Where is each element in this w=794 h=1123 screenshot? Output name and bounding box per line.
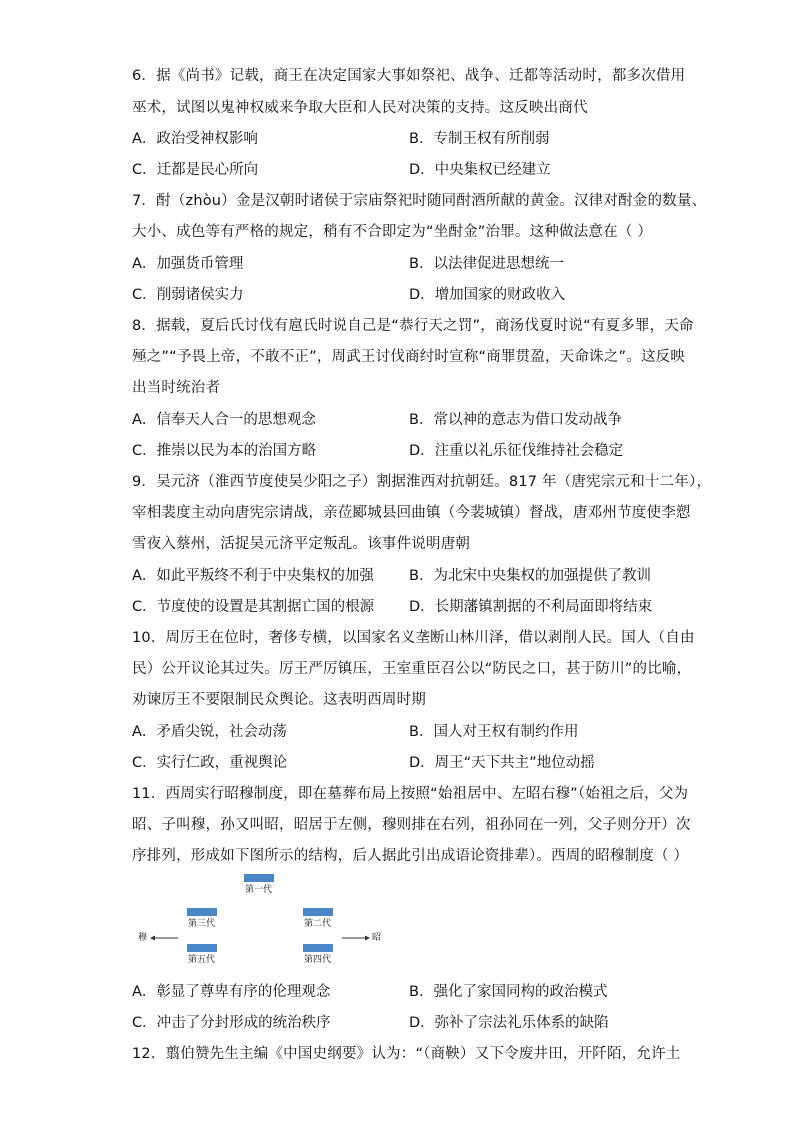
generation-2-label: 第二代 (304, 919, 332, 929)
q6-line-1: 6．据《尚书》记载，商王在决定国家大事如祭祀、战争、迁都等活动时，都多次借用 (132, 68, 686, 84)
generation-1-bar (244, 874, 274, 882)
q11-option-b: B．强化了家国同构的政治模式 (409, 984, 608, 1000)
q9-option-b: B．为北宋中央集权的加强提供了教训 (409, 568, 651, 584)
q11-line-1: 11．西周实行昭穆制度，即在墓葬布局上按照“始祖居中、左昭右穆”（始祖之后，父为 (132, 786, 689, 802)
zhaomu-diagram (130, 868, 410, 968)
generation-4-label: 第四代 (304, 955, 332, 965)
q8-option-b: B．常以神的意志为借口发动战争 (409, 412, 622, 428)
q7-option-b: B．以法律促进思想统一 (409, 256, 564, 272)
q6-option-a: A．政治受神权影响 (132, 131, 258, 147)
generation-5-bar (187, 944, 217, 952)
q10-option-d: D．周王“天下共主”地位动摇 (409, 755, 595, 771)
q8-option-c: C．推崇以民为本的治国方略 (132, 443, 317, 459)
q10-option-b: B．国人对王权有制约作用 (409, 724, 579, 740)
mu-label: 穆 (138, 933, 148, 943)
q11-option-c: C．冲击了分封形成的统治秩序 (132, 1015, 331, 1031)
q10-option-c: C．实行仁政，重视舆论 (132, 755, 288, 771)
q10-line-2: 民）公开议论其过失。厉王严厉镇压，王室重臣召公以“防民之口，甚于防川”的比喻， (132, 661, 692, 677)
q9-option-d: D．长期藩镇割据的不利局面即将结束 (409, 599, 653, 615)
q11-option-d: D．弥补了宗法礼乐体系的缺陷 (409, 1015, 609, 1031)
generation-5-label: 第五代 (188, 955, 216, 965)
q11-line-3: 序排列，形成如下图所示的结构，后人据此引出成语论资排辈）。西周的昭穆制度（ ） (132, 848, 689, 864)
q9-option-c: C．节度使的设置是其割据亡国的根源 (132, 599, 375, 615)
q6-option-b: B．专制王权有所削弱 (409, 131, 550, 147)
q11-line-2: 昭、子叫穆，孙又叫昭，昭居于左侧，穆则排在右列，祖孙同在一列，父子则分开）次 (132, 817, 691, 833)
q7-option-a: A．加强货币管理 (132, 256, 244, 272)
q8-line-3: 出当时统治者 (132, 380, 221, 396)
q10-option-a: A．矛盾尖锐，社会动荡 (132, 724, 287, 740)
q8-option-d: D．注重以礼乐征伐维持社会稳定 (409, 443, 624, 459)
q7-line-1: 7．酎（zhòu）金是汉朝时诸侯于宗庙祭祀时随同酎酒所献的黄金。汉律对酎金的数量、 (132, 193, 707, 209)
q9-line-2: 宰相裴度主动向唐宪宗请战，亲莅郾城县回曲镇（今裴城镇）督战，唐邓州节度使李愬 (132, 505, 691, 521)
q7-option-c: C．削弱诸侯实力 (132, 287, 244, 303)
q9-option-a: A．如此平叛终不利于中央集权的加强 (132, 568, 374, 584)
q10-line-1: 10．周厉王在位时，奢侈专横，以国家名义垄断山林川泽，借以剥削人民。国人（自由 (132, 630, 695, 646)
q10-line-3: 劝谏厉王不要限制民众舆论。这表明西周时期 (132, 692, 426, 708)
q6-option-d: D．中央集权已经建立 (409, 162, 551, 178)
zhao-arrow-icon (340, 933, 370, 943)
zhao-label: 昭 (372, 933, 382, 943)
generation-3-bar (187, 908, 217, 916)
q9-line-3: 雪夜入蔡州，活捉吴元济平定叛乱。该事件说明唐朝 (132, 536, 471, 552)
q7-line-2: 大小、成色等有严格的规定，稍有不合即定为“坐酎金”治罪。这种做法意在（ ） (132, 224, 653, 240)
q8-line-1: 8．据载，夏后氏讨伐有扈氏时说自己是“恭行天之罚”，商汤伐夏时说“有夏多罪，天命 (132, 318, 694, 334)
generation-1-label: 第一代 (245, 885, 273, 895)
q6-line-2: 巫术，试图以鬼神权威来争取大臣和人民对决策的支持。这反映出商代 (132, 100, 588, 116)
generation-4-bar (303, 944, 333, 952)
q8-option-a: A．信奉天人合一的思想观念 (132, 412, 316, 428)
q6-option-c: C．迁都是民心所向 (132, 162, 259, 178)
q9-line-1: 9．吴元济（淮西节度使吴少阳之子）割据淮西对抗朝廷。817 年（唐宪宗元和十二年）， (132, 474, 712, 490)
q12-line-1: 12．翦伯赞先生主编《中国史纲要》认为：“（商鞅）又下令废井田，开阡陌，允许土 (132, 1046, 681, 1062)
generation-2-bar (303, 908, 333, 916)
q8-line-2: 殛之”“予畏上帝，不敢不正”，周武王讨伐商纣时宣称“商罪贯盈，天命诛之”。这反映 (132, 349, 686, 365)
mu-arrow-icon (150, 933, 180, 943)
generation-3-label: 第三代 (188, 919, 216, 929)
q11-option-a: A．彰显了尊卑有序的伦理观念 (132, 984, 331, 1000)
q7-option-d: D．增加国家的财政收入 (409, 287, 566, 303)
